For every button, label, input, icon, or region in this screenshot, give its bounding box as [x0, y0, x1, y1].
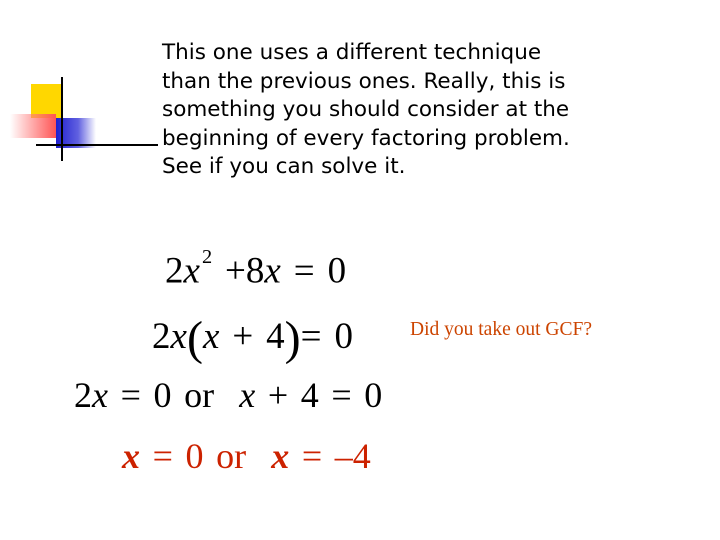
eq-paren: ( — [186, 312, 203, 365]
eq-variable: x — [183, 250, 200, 292]
slide-decoration — [0, 0, 160, 170]
eq-equals: = — [300, 316, 322, 358]
equation-original — [165, 246, 346, 292]
yellow-square — [31, 84, 63, 118]
paragraph-line: something you should consider at the — [162, 97, 570, 123]
equation-factored — [152, 311, 353, 366]
horizontal-rule — [36, 144, 158, 146]
eq-rhs: 0 — [334, 316, 353, 358]
equation-solution — [122, 435, 371, 477]
eq-rhs: 0 — [153, 375, 172, 415]
eq-rhs: –4 — [334, 436, 371, 476]
eq-variable: x — [92, 375, 108, 415]
eq-constant: 4 — [266, 316, 285, 358]
eq-connector: or — [184, 375, 215, 415]
eq-equals: = — [293, 250, 315, 292]
eq-paren: ) — [284, 312, 301, 365]
eq-variable: x — [271, 436, 290, 476]
eq-equals: = — [331, 375, 352, 415]
eq-variable: x — [122, 436, 140, 476]
eq-coefficient: 2 — [152, 316, 171, 358]
eq-equals: = — [152, 436, 173, 476]
eq-variable: x — [264, 250, 281, 292]
eq-constant: 4 — [300, 375, 319, 415]
eq-equals: = — [301, 436, 323, 476]
eq-variable: x — [170, 316, 187, 358]
eq-variable: x — [239, 375, 256, 415]
eq-operator: + — [232, 316, 254, 358]
paragraph-line: beginning of every factoring problem. — [162, 125, 570, 151]
eq-connector: or — [216, 436, 247, 476]
eq-operator: + — [225, 250, 246, 292]
eq-operator: + — [267, 375, 289, 415]
red-gradient-bar — [10, 114, 56, 138]
vertical-rule — [61, 77, 63, 161]
eq-coefficient: 2 — [165, 250, 184, 292]
gcf-note: Did you take out GCF? — [410, 319, 592, 340]
eq-exponent: 2 — [201, 246, 213, 268]
eq-rhs: 0 — [327, 250, 347, 292]
eq-coefficient: 2 — [74, 375, 92, 415]
eq-rhs: 0 — [364, 375, 383, 415]
eq-rhs: 0 — [185, 436, 204, 476]
eq-equals: = — [120, 375, 141, 415]
instruction-paragraph — [162, 39, 682, 182]
paragraph-line: See if you can solve it. — [162, 154, 406, 180]
paragraph-line: than the previous ones. Really, this is — [162, 68, 566, 94]
eq-coefficient: 8 — [245, 250, 265, 292]
eq-variable: x — [202, 316, 220, 358]
equation-split — [74, 374, 382, 416]
paragraph-line: This one uses a different technique — [162, 40, 542, 65]
